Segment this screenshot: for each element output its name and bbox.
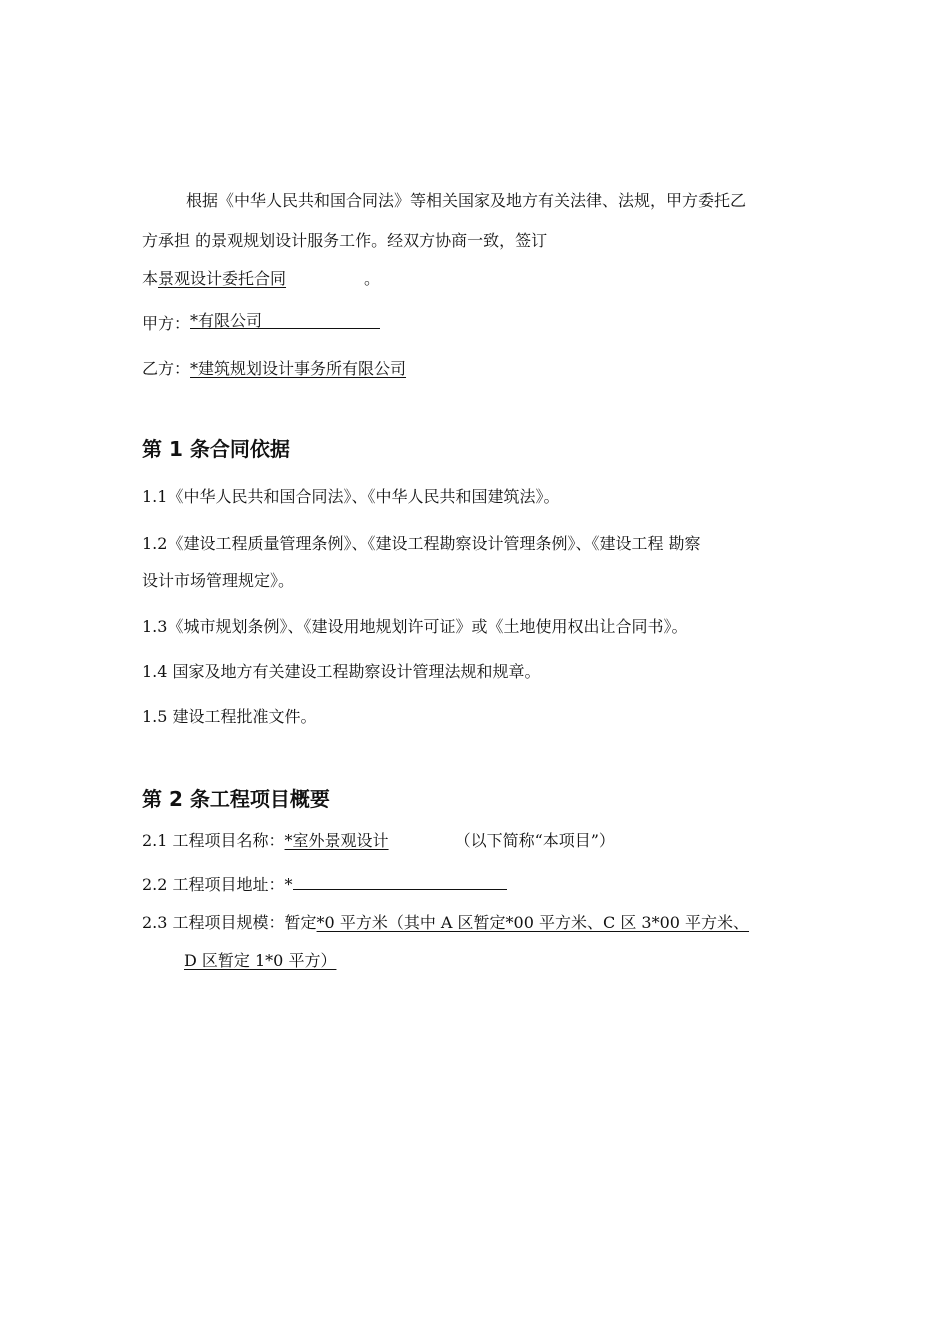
article-1-item-5: 1.5 建设工程批准文件。 xyxy=(142,707,317,726)
article-1-item-1: 1.1《中华人民共和国合同法》、《中华人民共和国建筑法》。 xyxy=(142,487,560,506)
project-address-label: 2.2 工程项目地址：* xyxy=(142,875,293,894)
party-a-label: 甲方： xyxy=(142,314,191,333)
article-2-title: 第 2 条工程项目概要 xyxy=(142,787,330,811)
article-1-item-2-cont: 设计市场管理规定》。 xyxy=(142,571,295,590)
project-name-value: *室外景观设计 xyxy=(284,831,389,850)
party-b-label: 乙方： xyxy=(142,359,191,378)
article-1-item-3: 1.3《城市规划条例》、《建设用地规划许可证》或《土地使用权出让合同书》。 xyxy=(142,617,688,636)
party-a-field xyxy=(190,311,380,330)
project-name-label: 2.1 工程项目名称： xyxy=(142,831,285,850)
intro-line-1: 根据《中华人民共和国合同法》等相关国家及地方有关法律、法规，甲方委托乙 xyxy=(186,191,747,210)
article-2-item-1 xyxy=(142,830,615,852)
party-a-value: *有限公司 xyxy=(190,311,263,330)
project-address-field xyxy=(293,875,507,890)
article-1-title: 第 1 条合同依据 xyxy=(142,437,290,461)
intro-line-2: 方承担 的景观规划设计服务工作。经双方协商一致，签订 xyxy=(142,231,548,250)
article-1-item-4: 1.4 国家及地方有关建设工程勘察设计管理法规和规章。 xyxy=(142,662,541,681)
project-scale-label: 2.3 工程项目规模：暂定 xyxy=(142,913,317,932)
article-2-item-3 xyxy=(142,912,749,934)
party-b xyxy=(142,358,406,380)
article-2-item-3-cont xyxy=(184,950,336,972)
contract-name: 景观设计委托合同 xyxy=(158,269,287,288)
intro-line-3 xyxy=(142,268,380,290)
project-name-note: （以下简称“本项目”） xyxy=(454,831,615,850)
article-1-item-2: 1.2《建设工程质量管理条例》、《建设工程勘察设计管理条例》、《建设工程 勘察 xyxy=(142,534,701,553)
party-b-value: *建筑规划设计事务所有限公司 xyxy=(190,359,407,378)
project-scale-value-cont: D 区暂定 1*0 平方） xyxy=(184,951,337,970)
intro-line-3-suffix: 。 xyxy=(364,269,381,288)
intro-line-3-prefix: 本 xyxy=(142,269,159,288)
project-scale-value: *0 平方米（其中 A 区暂定*00 平方米、C 区 3*00 平方米、 xyxy=(316,913,750,932)
article-2-item-2 xyxy=(142,874,507,896)
party-a xyxy=(142,313,380,335)
